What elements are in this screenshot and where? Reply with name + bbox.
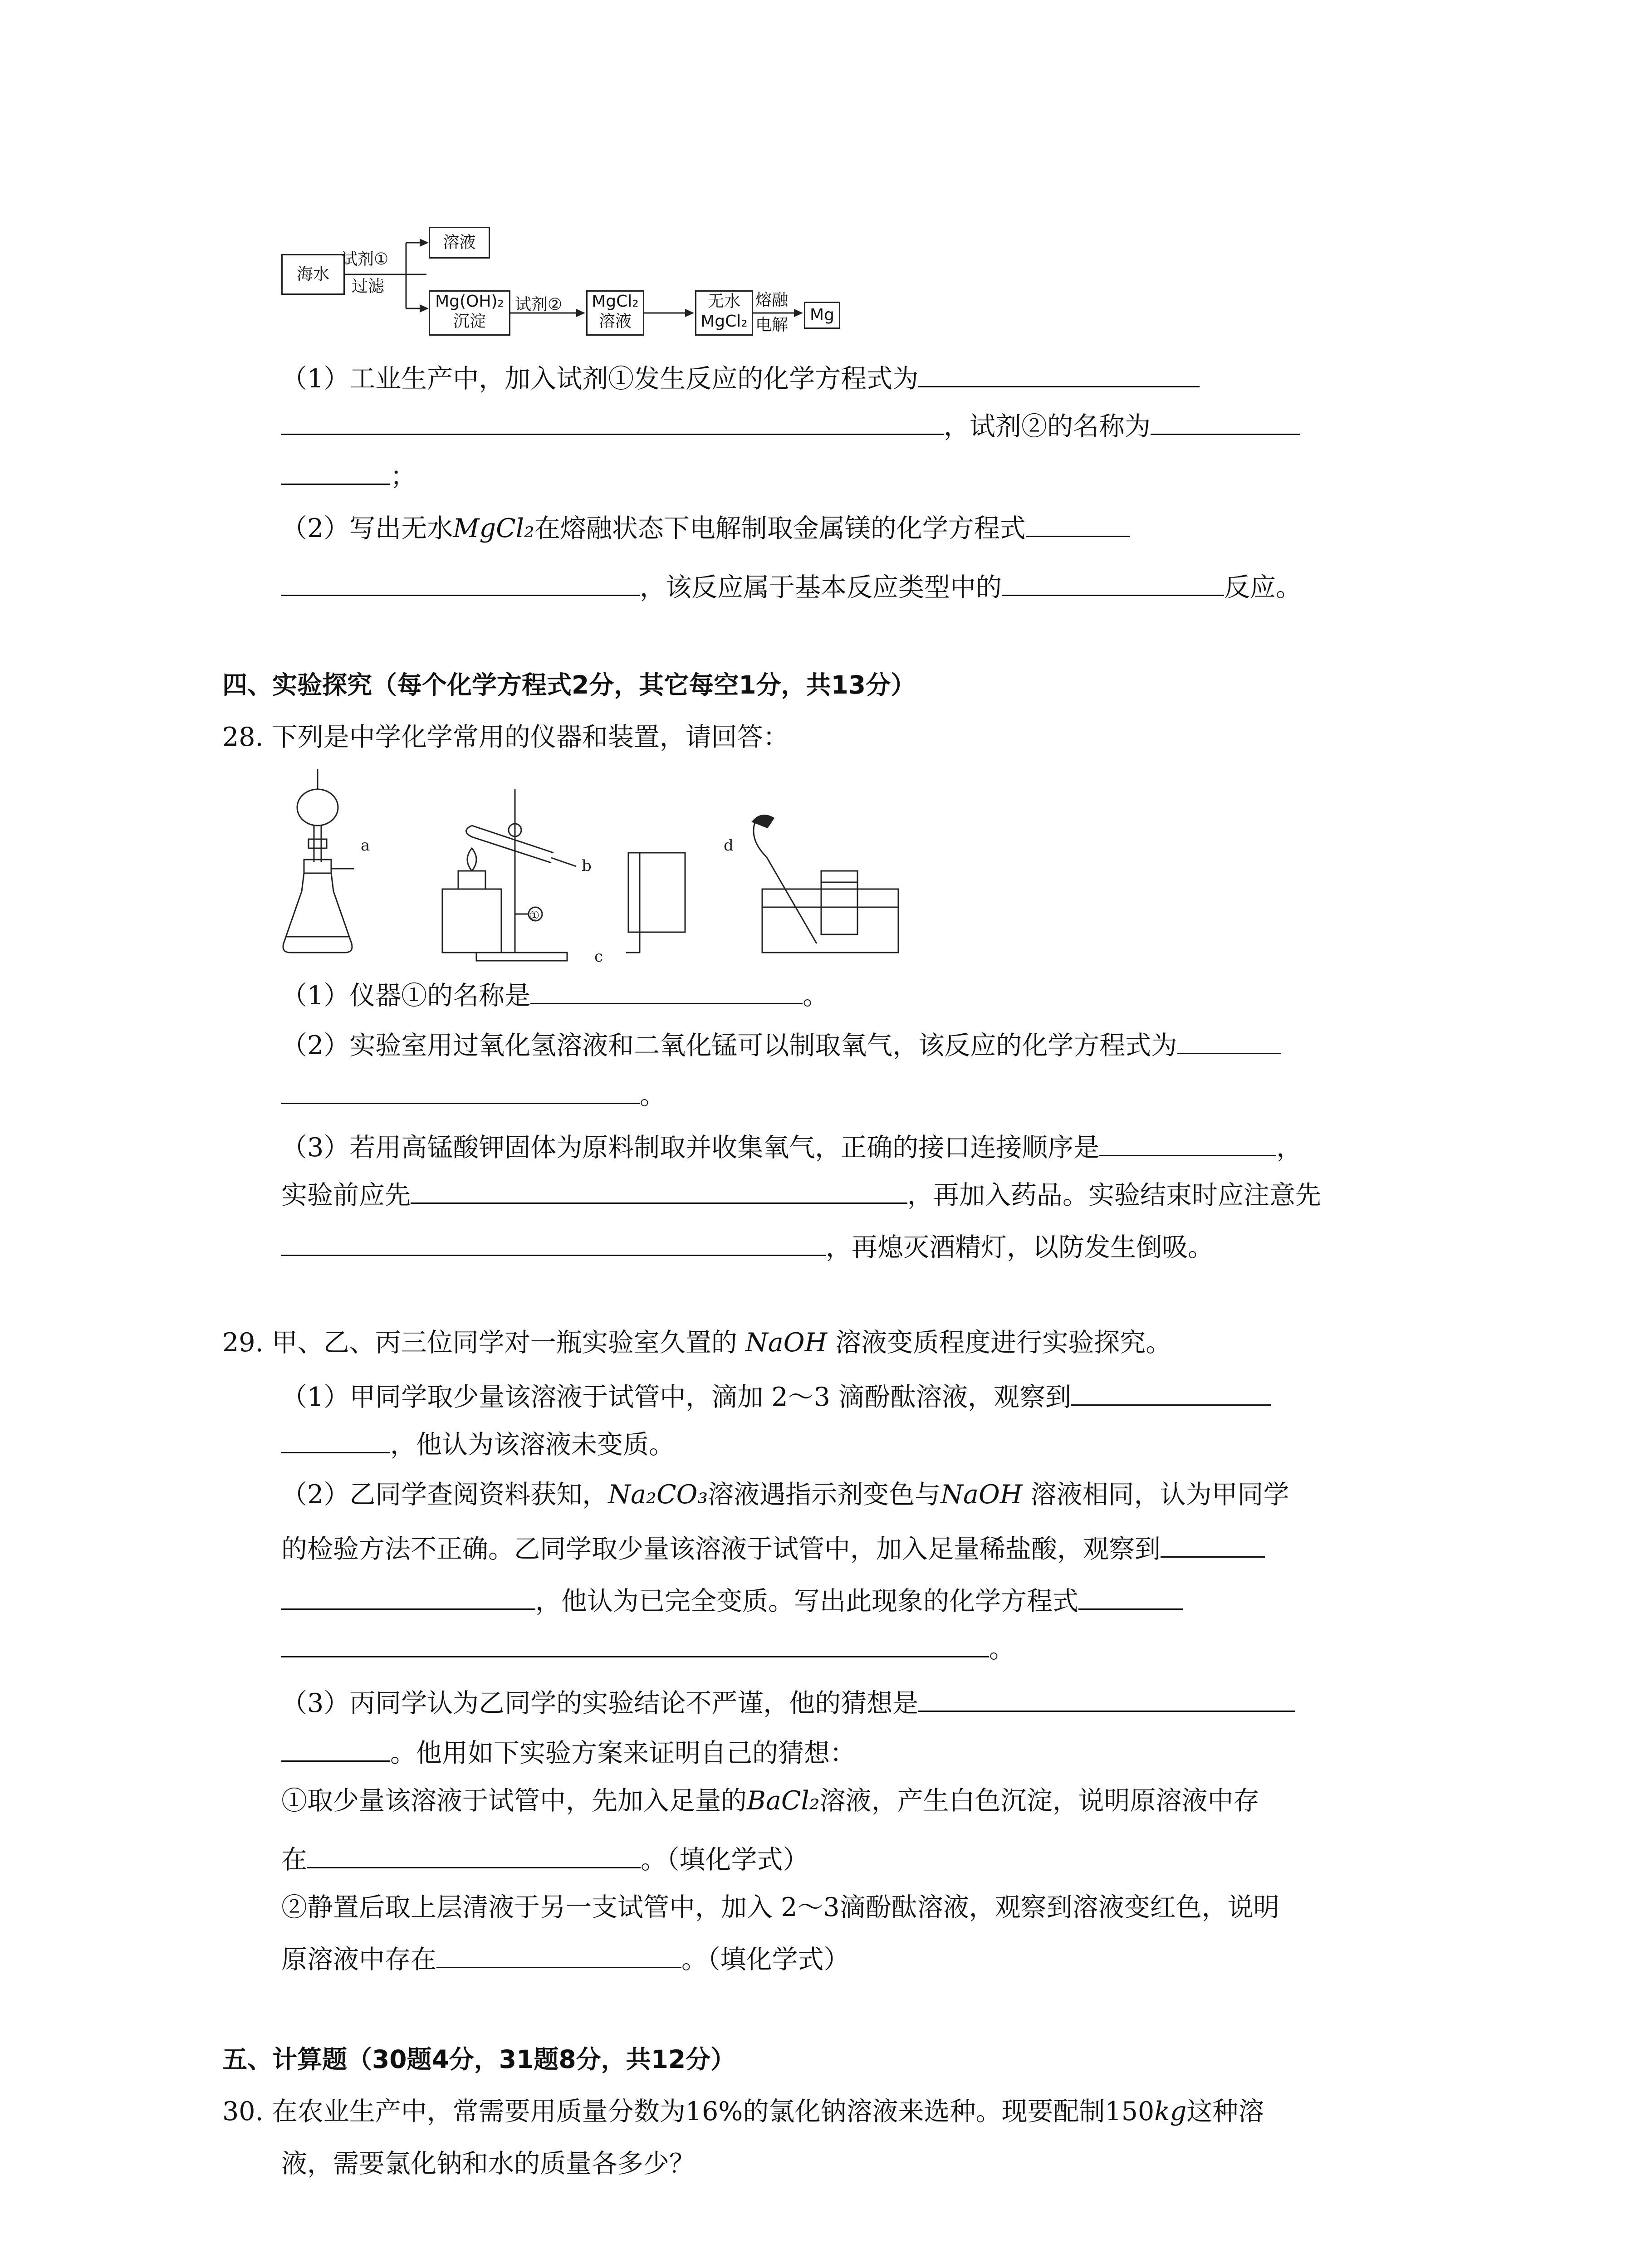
q27-p1-text: （1）工业生产中，加入试剂①发生反应的化学方程式为	[281, 364, 919, 394]
q29-p3-text: （3）丙同学认为乙同学的实验结论不严谨，他的猜想是	[281, 1688, 919, 1718]
answer-blank	[1078, 1583, 1183, 1610]
answer-blank	[918, 1685, 1295, 1712]
answer-blank	[281, 1229, 826, 1256]
q28-p1-text: （1）仪器①的名称是	[281, 981, 531, 1011]
q28-p2-end: 。	[640, 1080, 666, 1110]
q28-stem: 28. 下列是中学化学常用的仪器和装置，请回答：	[222, 722, 789, 752]
answer-blank	[281, 1631, 989, 1657]
q29-p2-text-c: 溶液相同，认为甲同学	[1022, 1480, 1289, 1510]
flow-anhydrous-box	[695, 290, 753, 336]
q29-p3-line2	[281, 1735, 856, 1769]
q30-text-b: 的氯化钠溶液来选种。现要配制	[743, 2097, 1105, 2126]
q28-p1	[281, 978, 828, 1012]
flow-solution: 溶液	[443, 233, 476, 252]
q29-p1-line2	[281, 1427, 675, 1461]
q27-p2-formula: MgCl₂	[453, 513, 534, 543]
apparatus-figure	[0, 762, 1641, 971]
label-d: d	[724, 836, 734, 855]
q27-p2-line1	[281, 510, 1130, 544]
q29-p1-end: ，他认为该溶液未变质。	[390, 1430, 675, 1460]
answer-blank	[281, 408, 944, 435]
label-a: a	[361, 836, 370, 855]
q28-p3-line2	[281, 1177, 1321, 1211]
q29-stem-b: 溶液变质程度进行实验探究。	[827, 1328, 1172, 1358]
q29-p3-method-text: 。他用如下实验方案来证明自己的猜想：	[390, 1738, 856, 1768]
q30-mass: 150	[1105, 2097, 1155, 2126]
q29-step1-end: 。（填化学式）	[641, 1845, 809, 1875]
label-one: ①	[529, 909, 540, 923]
answer-blank	[1099, 1129, 1276, 1156]
answer-blank	[1177, 1027, 1281, 1054]
answer-blank	[281, 1583, 535, 1610]
q29-step1-line2	[281, 1842, 809, 1876]
q28-p3-text: （3）若用高锰酸钾固体为原料制取并收集氧气，正确的接口连接顺序是	[281, 1133, 1100, 1163]
q29-p2-formula2: NaOH	[941, 1480, 1023, 1510]
answer-blank	[436, 1941, 681, 1968]
q30-unit: kg	[1154, 2097, 1187, 2126]
flow-mg-box	[804, 302, 840, 329]
flow-solution-box	[429, 227, 490, 259]
q27-p2-type-text: ，该反应属于基本反应类型中的	[640, 572, 1002, 602]
q30-line1	[222, 2096, 1264, 2127]
q28-p3-after-text: ，再加入药品。实验结束时应注意先	[907, 1180, 1321, 1210]
answer-blank	[1071, 1379, 1271, 1406]
water-trough	[754, 821, 898, 953]
q30-line2: 液，需要氯化钠和水的质量各多少？	[281, 2149, 695, 2179]
q28-p3-line1	[281, 1129, 1302, 1163]
q29-step1-text-b: 溶液，产生白色沉淀，说明原溶液中存	[819, 1786, 1259, 1816]
q27-p1-line3	[281, 458, 416, 492]
q27-p2-text-a: （2）写出无水	[281, 513, 453, 543]
flow-mgcl2-solution: 溶液	[598, 312, 632, 331]
flow-anhydrous-formula: MgCl₂	[700, 312, 748, 331]
collection-bottle	[626, 853, 685, 953]
label-c: c	[594, 948, 603, 966]
q28-p3-line3	[281, 1229, 1214, 1263]
q30-text-c: 这种溶	[1186, 2097, 1264, 2126]
answer-blank	[1026, 510, 1130, 537]
q29-p2-line1	[281, 1479, 1289, 1510]
q28-p3-before-text: 实验前应先	[281, 1180, 411, 1210]
q29-step1-formula: BaCl₂	[747, 1786, 820, 1816]
flow-reagent2: 试剂②	[515, 295, 563, 314]
answer-blank	[281, 569, 640, 596]
answer-blank	[307, 1842, 641, 1868]
flow-mgcl2-formula: MgCl₂	[592, 292, 639, 311]
q29-step1-text-c: 在	[281, 1845, 307, 1875]
flow-mgcl2-solution-box	[586, 290, 644, 336]
answer-blank	[281, 458, 390, 485]
q29-p1-line1	[281, 1379, 1271, 1413]
q29-step1-text-a: ①取少量该溶液于试管中，先加入足量的	[281, 1786, 747, 1816]
q27-p2-line2	[281, 569, 1302, 603]
q28-p1-end: 。	[803, 981, 829, 1011]
q29-stem-a: 29. 甲、乙、丙三位同学对一瓶实验室久置的	[222, 1328, 745, 1358]
q30-percent: 16%	[685, 2097, 743, 2126]
answer-blank	[1161, 1531, 1265, 1558]
q29-p1-text: （1）甲同学取少量该溶液于试管中，滴加 2～3 滴酚酞溶液，观察到	[281, 1382, 1072, 1412]
q28-p3-comma: ，	[1276, 1133, 1303, 1163]
flow-filter: 过滤	[352, 277, 385, 296]
flow-anhydrous: 无水	[707, 292, 740, 311]
q27-p2-text-b: 在熔融状态下电解制取金属镁的化学方程式	[534, 513, 1026, 543]
q30-text-a: 30. 在农业生产中，常需要用质量分数为	[222, 2097, 686, 2126]
label-b: b	[582, 857, 592, 875]
flask-apparatus	[283, 769, 354, 953]
answer-blank	[281, 1077, 640, 1104]
q29-step1-line1	[281, 1785, 1259, 1817]
q29-p2-text-a: （2）乙同学查阅资料获知，	[281, 1480, 608, 1510]
q27-p1-line2	[281, 408, 1300, 442]
flow-mgoh2-box	[429, 290, 510, 336]
q29-stem	[222, 1327, 1171, 1359]
section-5-heading: 五、计算题（30题4分，31题8分，共12分）	[222, 2045, 736, 2074]
q27-p1-line1	[281, 361, 1200, 395]
q29-p2-text-b: 溶液遇指示剂变色与	[708, 1480, 941, 1510]
flow-electrolysis: 电解	[755, 316, 789, 334]
q28-p3-end-text: ，再熄灭酒精灯，以防发生倒吸。	[826, 1232, 1214, 1262]
flow-seawater-box	[281, 254, 345, 295]
q29-p2-text-e: ，他认为已完全变质。写出此现象的化学方程式	[535, 1586, 1078, 1616]
q27-p1-reagent2-text: ，试剂②的名称为	[944, 411, 1151, 441]
flow-seawater: 海水	[296, 265, 329, 284]
answer-blank	[281, 1427, 390, 1453]
answer-blank	[1002, 569, 1224, 596]
q29-p2-line2	[281, 1531, 1265, 1565]
answer-blank	[411, 1177, 907, 1204]
q29-step2-text: 原溶液中存在	[281, 1945, 436, 1975]
q29-step2-line1: ②静置后取上层清液于另一支试管中，加入 2～3滴酚酞溶液，观察到溶液变红色，说明	[281, 1892, 1279, 1922]
flow-mgoh2-formula: Mg(OH)₂	[435, 292, 504, 311]
q29-p2-formula1: Na₂CO₃	[608, 1480, 708, 1510]
q29-step2-line2	[281, 1941, 850, 1975]
q27-p2-end: 反应。	[1224, 572, 1302, 602]
flow-reagent1: 试剂①	[341, 250, 389, 269]
flow-melt: 熔融	[755, 291, 789, 309]
q29-p2-text-d: 的检验方法不正确。乙同学取少量该溶液于试管中，加入足量稀盐酸，观察到	[281, 1534, 1161, 1564]
q27-p1-end: ；	[390, 461, 416, 491]
q29-p2-line4	[281, 1631, 1015, 1665]
q29-p2-end: 。	[989, 1634, 1015, 1664]
q28-p2-text: （2）实验室用过氧化氢溶液和二氧化锰可以制取氧气，该反应的化学方程式为	[281, 1031, 1177, 1061]
answer-blank	[918, 361, 1200, 387]
answer-blank	[530, 978, 803, 1004]
q29-step2-end: 。（填化学式）	[681, 1945, 850, 1975]
q28-p2-line1	[281, 1027, 1281, 1061]
q29-p2-line3	[281, 1583, 1183, 1617]
flow-mg: Mg	[810, 306, 834, 324]
answer-blank	[1151, 408, 1300, 435]
q28-p2-line2	[281, 1077, 666, 1111]
section-4-heading: 四、实验探究（每个化学方程式2分，其它每空1分，共13分）	[222, 670, 916, 699]
heating-apparatus	[442, 789, 576, 961]
flow-mgoh2-precip: 沉淀	[453, 312, 486, 331]
q29-stem-formula: NaOH	[745, 1328, 828, 1358]
q29-p3-line1	[281, 1685, 1295, 1719]
answer-blank	[281, 1735, 390, 1762]
